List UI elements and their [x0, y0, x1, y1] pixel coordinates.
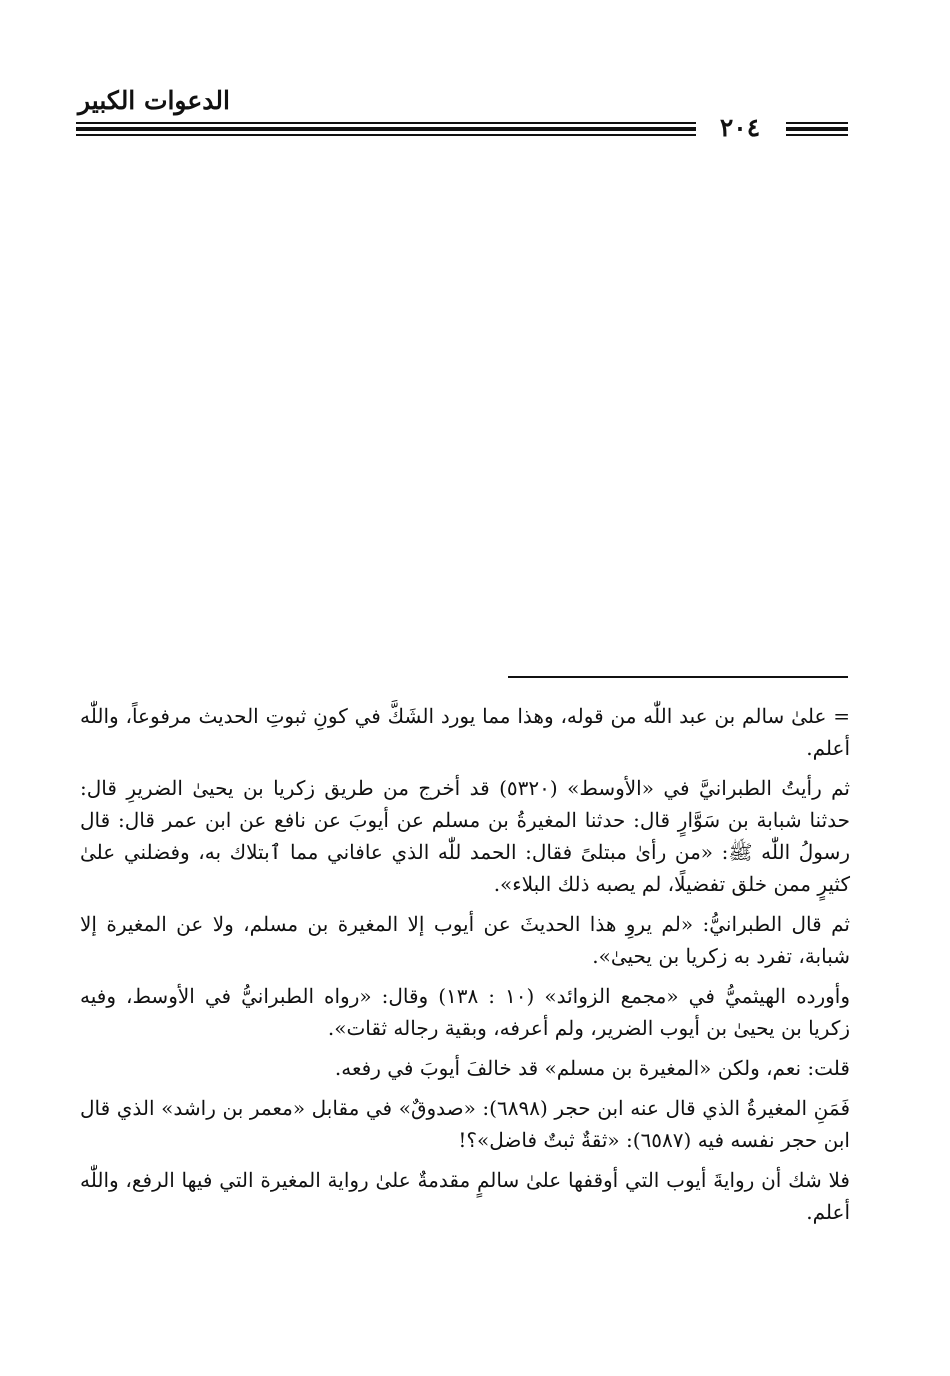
footnotes [80, 700, 850, 1236]
footnote-paragraph: فلا شك أن روايةَ أيوب التي أوقفها علىٰ سالمٍ مقدمةٌ علىٰ رواية المغيرة التي فيها الرفع، واللّٰه أعلم. [80, 1168, 850, 1224]
running-title: الدعوات الكبير [78, 86, 230, 115]
footnote-paragraph: فَمَنِ المغيرةُ الذي قال عنه ابن حجر (٦٨٩٨): «صدوقٌ» في مقابل «معمر بن راشد» الذي قال ابن حجر نفسه فيه (٦٥٨٧): «ثقةٌ ثبتٌ فاضل»؟! [80, 1096, 851, 1152]
page-header [0, 0, 950, 150]
footnote-paragraph: قلت: نعم، ولكن «المغيرة بن مسلم» قد خالفَ أيوبَ في رفعه. [334, 1056, 850, 1080]
footnote-paragraph: = علىٰ سالم بن عبد اللّٰه من قوله، وهذا مما يورد الشَكَّ في كونِ ثبوتِ الحديث مرفوعاً، واللّٰه أعلم. [80, 704, 850, 760]
page-number: ٢٠٤ [719, 113, 761, 142]
footnote-paragraph: وأورده الهيثميُّ في «مجمع الزوائد» (١٠ : ١٣٨) وقال: «رواه الطبرانيُّ في الأوسط، وفيه زكريا بن يحيىٰ بن أيوب الضرير، ولم أعرفه، وبقية رجاله ثقات». [80, 984, 851, 1040]
header-rule-right [786, 122, 848, 136]
footnote-paragraph: ثم قال الطبرانيُّ: «لم يروِ هذا الحديثَ عن أيوب إلا المغيرة بن مسلم، ولا عن المغيرة إلا شبابة، تفرد به زكريا بن يحيىٰ». [80, 912, 850, 968]
footnote-paragraph: ثم رأيتُ الطبرانيَّ في «الأوسط» (٥٣٢٠) قد أخرج من طريق زكريا بن يحيىٰ الضريرِ قال: حدثنا شبابة بن سَوَّارٍ قال: حدثنا المغيرةُ بن مسلم عن أيوبَ عن نافع عن ابن عمر قال: قال رسولُ اللّٰه ﷺ: «من رأىٰ مبتلىً فقال: الحمد للّٰه الذي عافاني مما ٱبتلاك به، وفضلني علىٰ كثيرٍ ممن خلق تفضيلًا، لم يصبه ذلك البلاء». [80, 776, 851, 896]
header-rule-left [76, 122, 696, 136]
footnote-separator [508, 676, 848, 678]
